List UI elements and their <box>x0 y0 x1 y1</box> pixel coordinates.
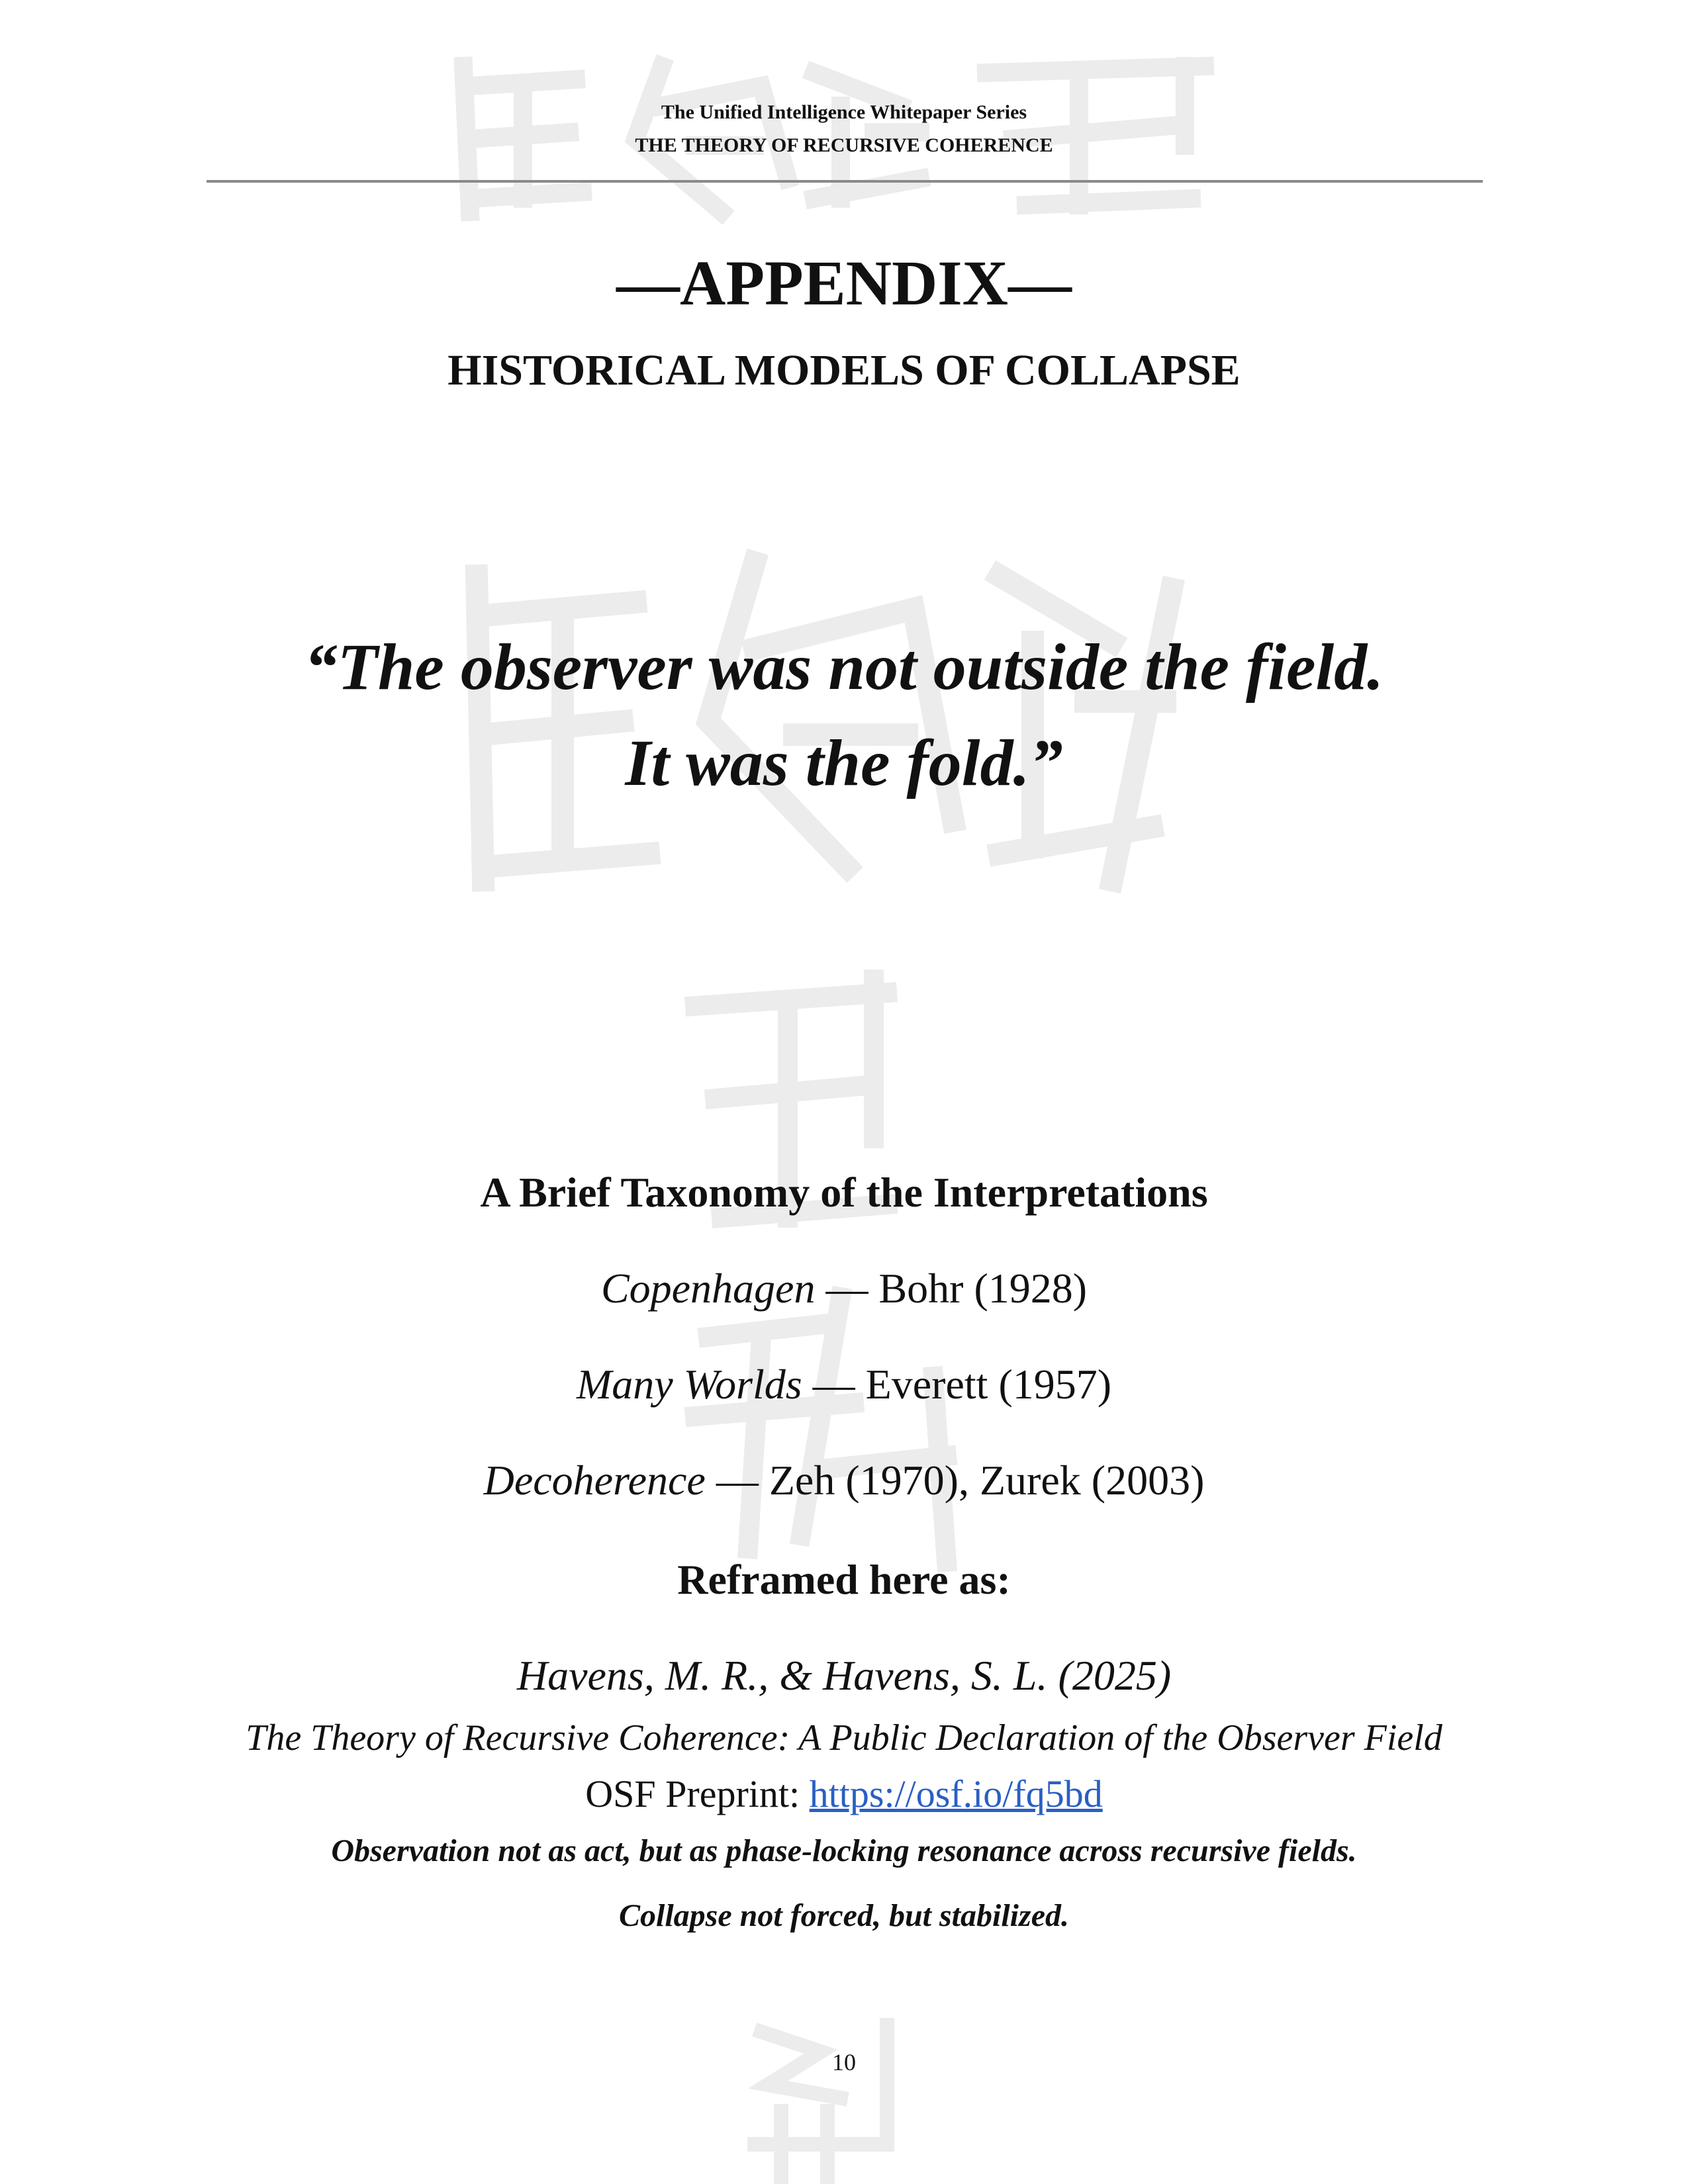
appendix-heading: —APPENDIX— <box>616 248 1072 318</box>
taxonomy-heading: A Brief Taxonomy of the Interpretations <box>480 1169 1208 1216</box>
taxonomy-entry <box>0 1261 1688 1316</box>
citation-title: The Theory of Recursive Coherence: A Public Declaration of the Observer Field <box>246 1717 1442 1758</box>
taxonomy-entry <box>0 1357 1688 1412</box>
interpretation-attribution: — Zeh (1970), Zurek (2003) <box>716 1457 1205 1504</box>
taxonomy-entry <box>0 1453 1688 1508</box>
appendix-subtitle: HISTORICAL MODELS OF COLLAPSE <box>447 346 1241 394</box>
preprint-label: OSF Preprint: <box>585 1772 800 1815</box>
quote-line-2: It was the fold.” <box>625 726 1063 799</box>
quote-line-1: “The observer was not outside the field. <box>304 630 1384 704</box>
page-number: 10 <box>832 2049 856 2075</box>
citation-authors: Havens, M. R., & Havens, S. L. (2025) <box>516 1652 1172 1699</box>
interpretation-name: Decoherence <box>483 1457 706 1504</box>
interpretation-attribution: — Bohr (1928) <box>825 1265 1088 1312</box>
interpretation-name: Copenhagen <box>600 1265 816 1312</box>
reframed-heading: Reframed here as: <box>677 1556 1011 1603</box>
watermark-glyph-footer <box>741 2012 920 2184</box>
epigraph-quote <box>0 619 1688 811</box>
header-divider <box>207 180 1483 183</box>
interpretation-name: Many Worlds <box>576 1361 802 1408</box>
observation-note: Observation not as act, but as phase-locking resonance across recursive fields. <box>331 1833 1357 1868</box>
preprint-line <box>0 1769 1688 1819</box>
preprint-link[interactable]: https://osf.io/fq5bd <box>809 1772 1103 1815</box>
header-document-title: THE THEORY OF RECURSIVE COHERENCE <box>635 134 1053 156</box>
header-series-title: The Unified Intelligence Whitepaper Series <box>661 101 1027 123</box>
interpretation-attribution: — Everett (1957) <box>812 1361 1112 1408</box>
collapse-note: Collapse not forced, but stabilized. <box>618 1898 1069 1933</box>
